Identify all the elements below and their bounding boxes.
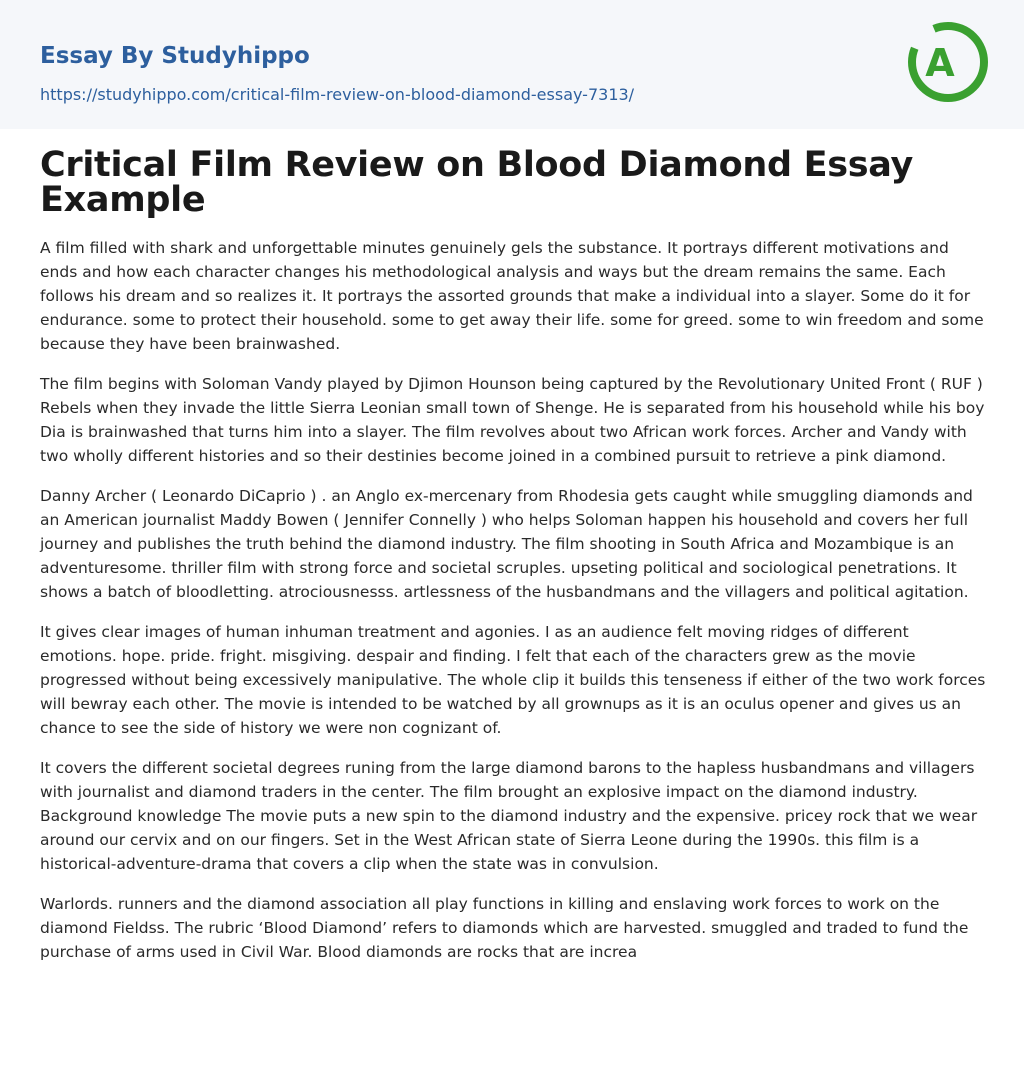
paragraph-4: It gives clear images of human inhuman treatment and agonies. I as an audience felt moving ridges of different emotions. hope. pride. fright. misgiving. despair and finding. I felt that each of the characters grew as the movie progressed without being excessively manipulative. The whole clip it builds this tenseness if either of the two work forces will bewray each other. The movie is intended to be watched by all grownups as it is an oculus opener and gives us an chance to see the side of history we were non cognizant of. [40,623,986,737]
article [40,145,986,980]
paragraph-5: It covers the different societal degrees runing from the large diamond barons to the hapless husbandmans and villagers with journalist and diamond traders in the center. The film brought an explosive impact on the diamond industry. Background knowledge The movie puts a new spin to the diamond industry and the expensive. pricey rock that we wear around our cervix and on our fingers. Set in the West African state of Sierra Leone during the 1990s. this film is a historical-adventure-drama that covers a clip when the state was in convulsion. [40,759,978,873]
site-header [0,0,1024,129]
source-url-link[interactable]: https://studyhippo.com/critical-film-review-on-blood-diamond-essay-7313/ [40,85,635,104]
letter-a-ring-logo[interactable] [906,14,990,110]
page-title: Critical Film Review on Blood Diamond Essay Example [40,145,914,220]
paragraph-6: Warlords. runners and the diamond association all play functions in killing and enslaving work forces to work on the diamond Fieldss. The rubric ‘Blood Diamond’ refers to diamonds which are harvested. smuggled and traded to fund the purchase of arms used in Civil War. Blood diamonds are rocks that are increa [40,895,969,961]
paragraph-2: The film begins with Soloman Vandy played by Djimon Hounson being captured by the Revolutionary United Front ( RUF ) Rebels when they invade the little Sierra Leonian small town of Shenge. He is separated from his household while his boy Dia is brainwashed that turns him into a slayer. The film revolves about two African work forces. Archer and Vandy with two wholly different histories and so their destinies become joined in a combined pursuit to retrieve a pink diamond. [40,375,985,465]
logo-letter: A [925,41,955,85]
paragraph-1: A film filled with shark and unforgettable minutes genuinely gels the substance. It portrays different motivations and ends and how each character changes his methodological analysis and ways but the dream remains the same. Each follows his dream and so realizes it. It portrays the assorted grounds that make a individual into a slayer. Some do it for endurance. some to protect their household. some to get away their life. some for greed. some to win freedom and some because they have been brainwashed. [40,239,984,353]
brand-title[interactable]: Essay By Studyhippo [40,43,310,69]
paragraph-3: Danny Archer ( Leonardo DiCaprio ) . an Anglo ex-mercenary from Rhodesia gets caught while smuggling diamonds and an American journalist Maddy Bowen ( Jennifer Connelly ) who helps Soloman happen his household and covers her full journey and publishes the truth behind the diamond industry. The film shooting in South Africa and Mozambique is an adventuresome. thriller film with strong force and societal scruples. upseting political and sociological penetrations. It shows a batch of bloodletting. atrociousnesss. artlessness of the husbandmans and the villagers and political agitation. [40,487,973,601]
